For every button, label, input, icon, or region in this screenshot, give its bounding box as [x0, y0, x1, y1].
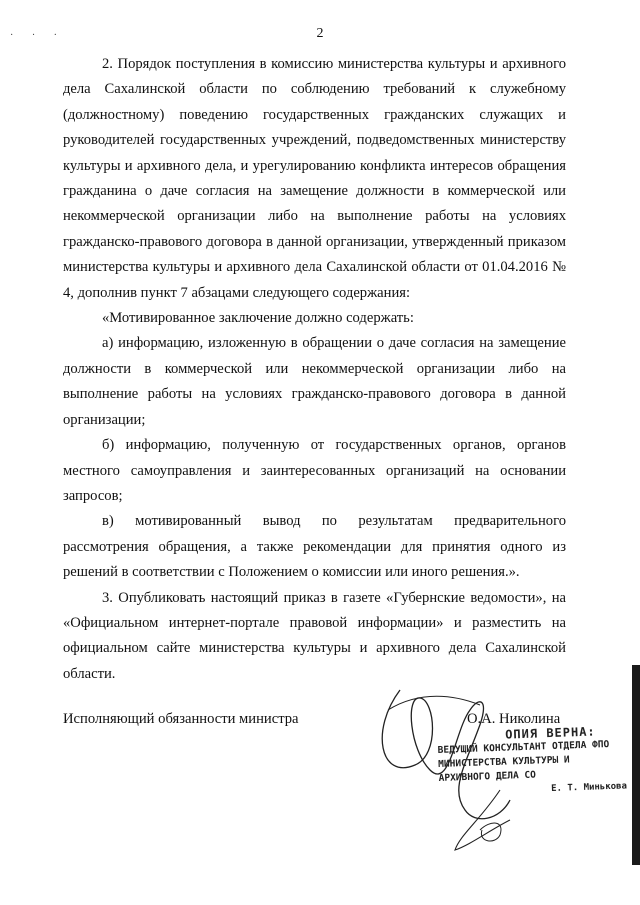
paragraph-item-2: 2. Порядок поступления в комиссию министерства культуры и архивного дела Сахалинской области по соблюдению требований к служебному (должностному) поведению государственных гражданских служащих и руководителей государственных учреждений, подведомственных министерству культуры и архивного дела, и урегулированию конфликта интересов обращения гражданина о даче согласия на замещение должности в коммерческой или некоммерческой организации либо на выполнение работы на условиях гражданско-правового договора в данной организации, утвержденный приказом министерства культуры и архивного дела Сахалинской области от 01.04.2016 № 4, дополнив пункт 7 абзацами следующего содержания: [63, 56, 566, 301]
paragraph-subitem-v: в) мотивированный вывод по результатам предварительного рассмотрения обращения, а также рекомендации для принятия одного из решений в соответствии с Положением о комиссии или иного решения.». [63, 513, 566, 581]
stamp-line: ОПИЯ ВЕРНА: [504, 724, 596, 742]
stamp-line: ВЕДУЩИЙ КОНСУЛЬТАНТ ОТДЕЛА ФПО [437, 739, 610, 756]
certification-stamp [437, 723, 639, 800]
document-body [63, 52, 566, 687]
signer-name: О.А. Николина [467, 711, 561, 727]
paragraph-quote-intro: «Мотивированное заключение должно содержать: [102, 310, 414, 327]
paragraph-subitem-a: а) информацию, изложенную в обращении о даче согласия на замещение должности в коммерческой или некоммерческой организации либо на выполнение работы на условиях гражданско-правового договора в данной организации; [63, 335, 566, 428]
stamp-line: МИНИСТЕРСТВА КУЛЬТУРЫ И [438, 754, 570, 770]
signer-title: Исполняющий обязанности министра [63, 711, 299, 727]
stamp-line: АРХИВНОГО ДЕЛА СО [438, 769, 537, 784]
scan-edge-shadow [632, 665, 640, 865]
page-number: 2 [316, 26, 324, 41]
paragraph-item-3: 3. Опубликовать настоящий приказ в газете «Губернские ведомости», на «Официальном интернет-портале правовой информации» и разместить на официальном сайте министерства культуры и архивного дела Сахалинской области. [63, 589, 566, 682]
stamp-line: Е. Т. Минькова [550, 781, 628, 795]
scan-specks: · · · [10, 30, 65, 41]
paragraph-subitem-b: б) информацию, полученную от государственных органов, органов местного самоуправления и заинтересованных организаций на основании запросов; [63, 437, 566, 504]
